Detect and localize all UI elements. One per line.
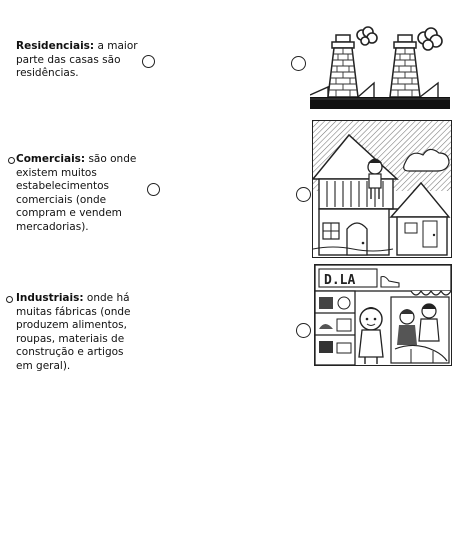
- term-description: são onde existem muitos estabelecimentos comerciais (onde compram e vendem mercadorias).: [16, 153, 137, 233]
- item-residenciais: [16, 40, 140, 81]
- term-label: Industriais:: [16, 292, 84, 304]
- term-label: Residenciais:: [16, 40, 95, 52]
- store-sign-text: D.LA: [324, 273, 356, 288]
- answer-circle-left-1[interactable]: [142, 55, 155, 68]
- answer-circle-right-2[interactable]: [296, 187, 311, 202]
- bullet-icon: [6, 296, 13, 303]
- chimneys-illustration: [310, 25, 450, 111]
- term-description: onde há muitas fábricas (onde produzem alimentos, roupas, materiais de construção e artigos em geral).: [16, 292, 131, 372]
- item-comerciais: [16, 153, 146, 234]
- shop-illustration: [314, 264, 452, 366]
- answer-circle-right-1[interactable]: [291, 56, 306, 71]
- item-industriais: [16, 292, 140, 373]
- houses-illustration: [312, 120, 452, 258]
- answer-circle-left-2[interactable]: [147, 183, 160, 196]
- term-description: a maior parte das casas são residências.: [16, 40, 138, 79]
- bullet-icon: [8, 157, 15, 164]
- answer-circle-right-3[interactable]: [296, 323, 311, 338]
- term-label: Comerciais:: [16, 153, 86, 165]
